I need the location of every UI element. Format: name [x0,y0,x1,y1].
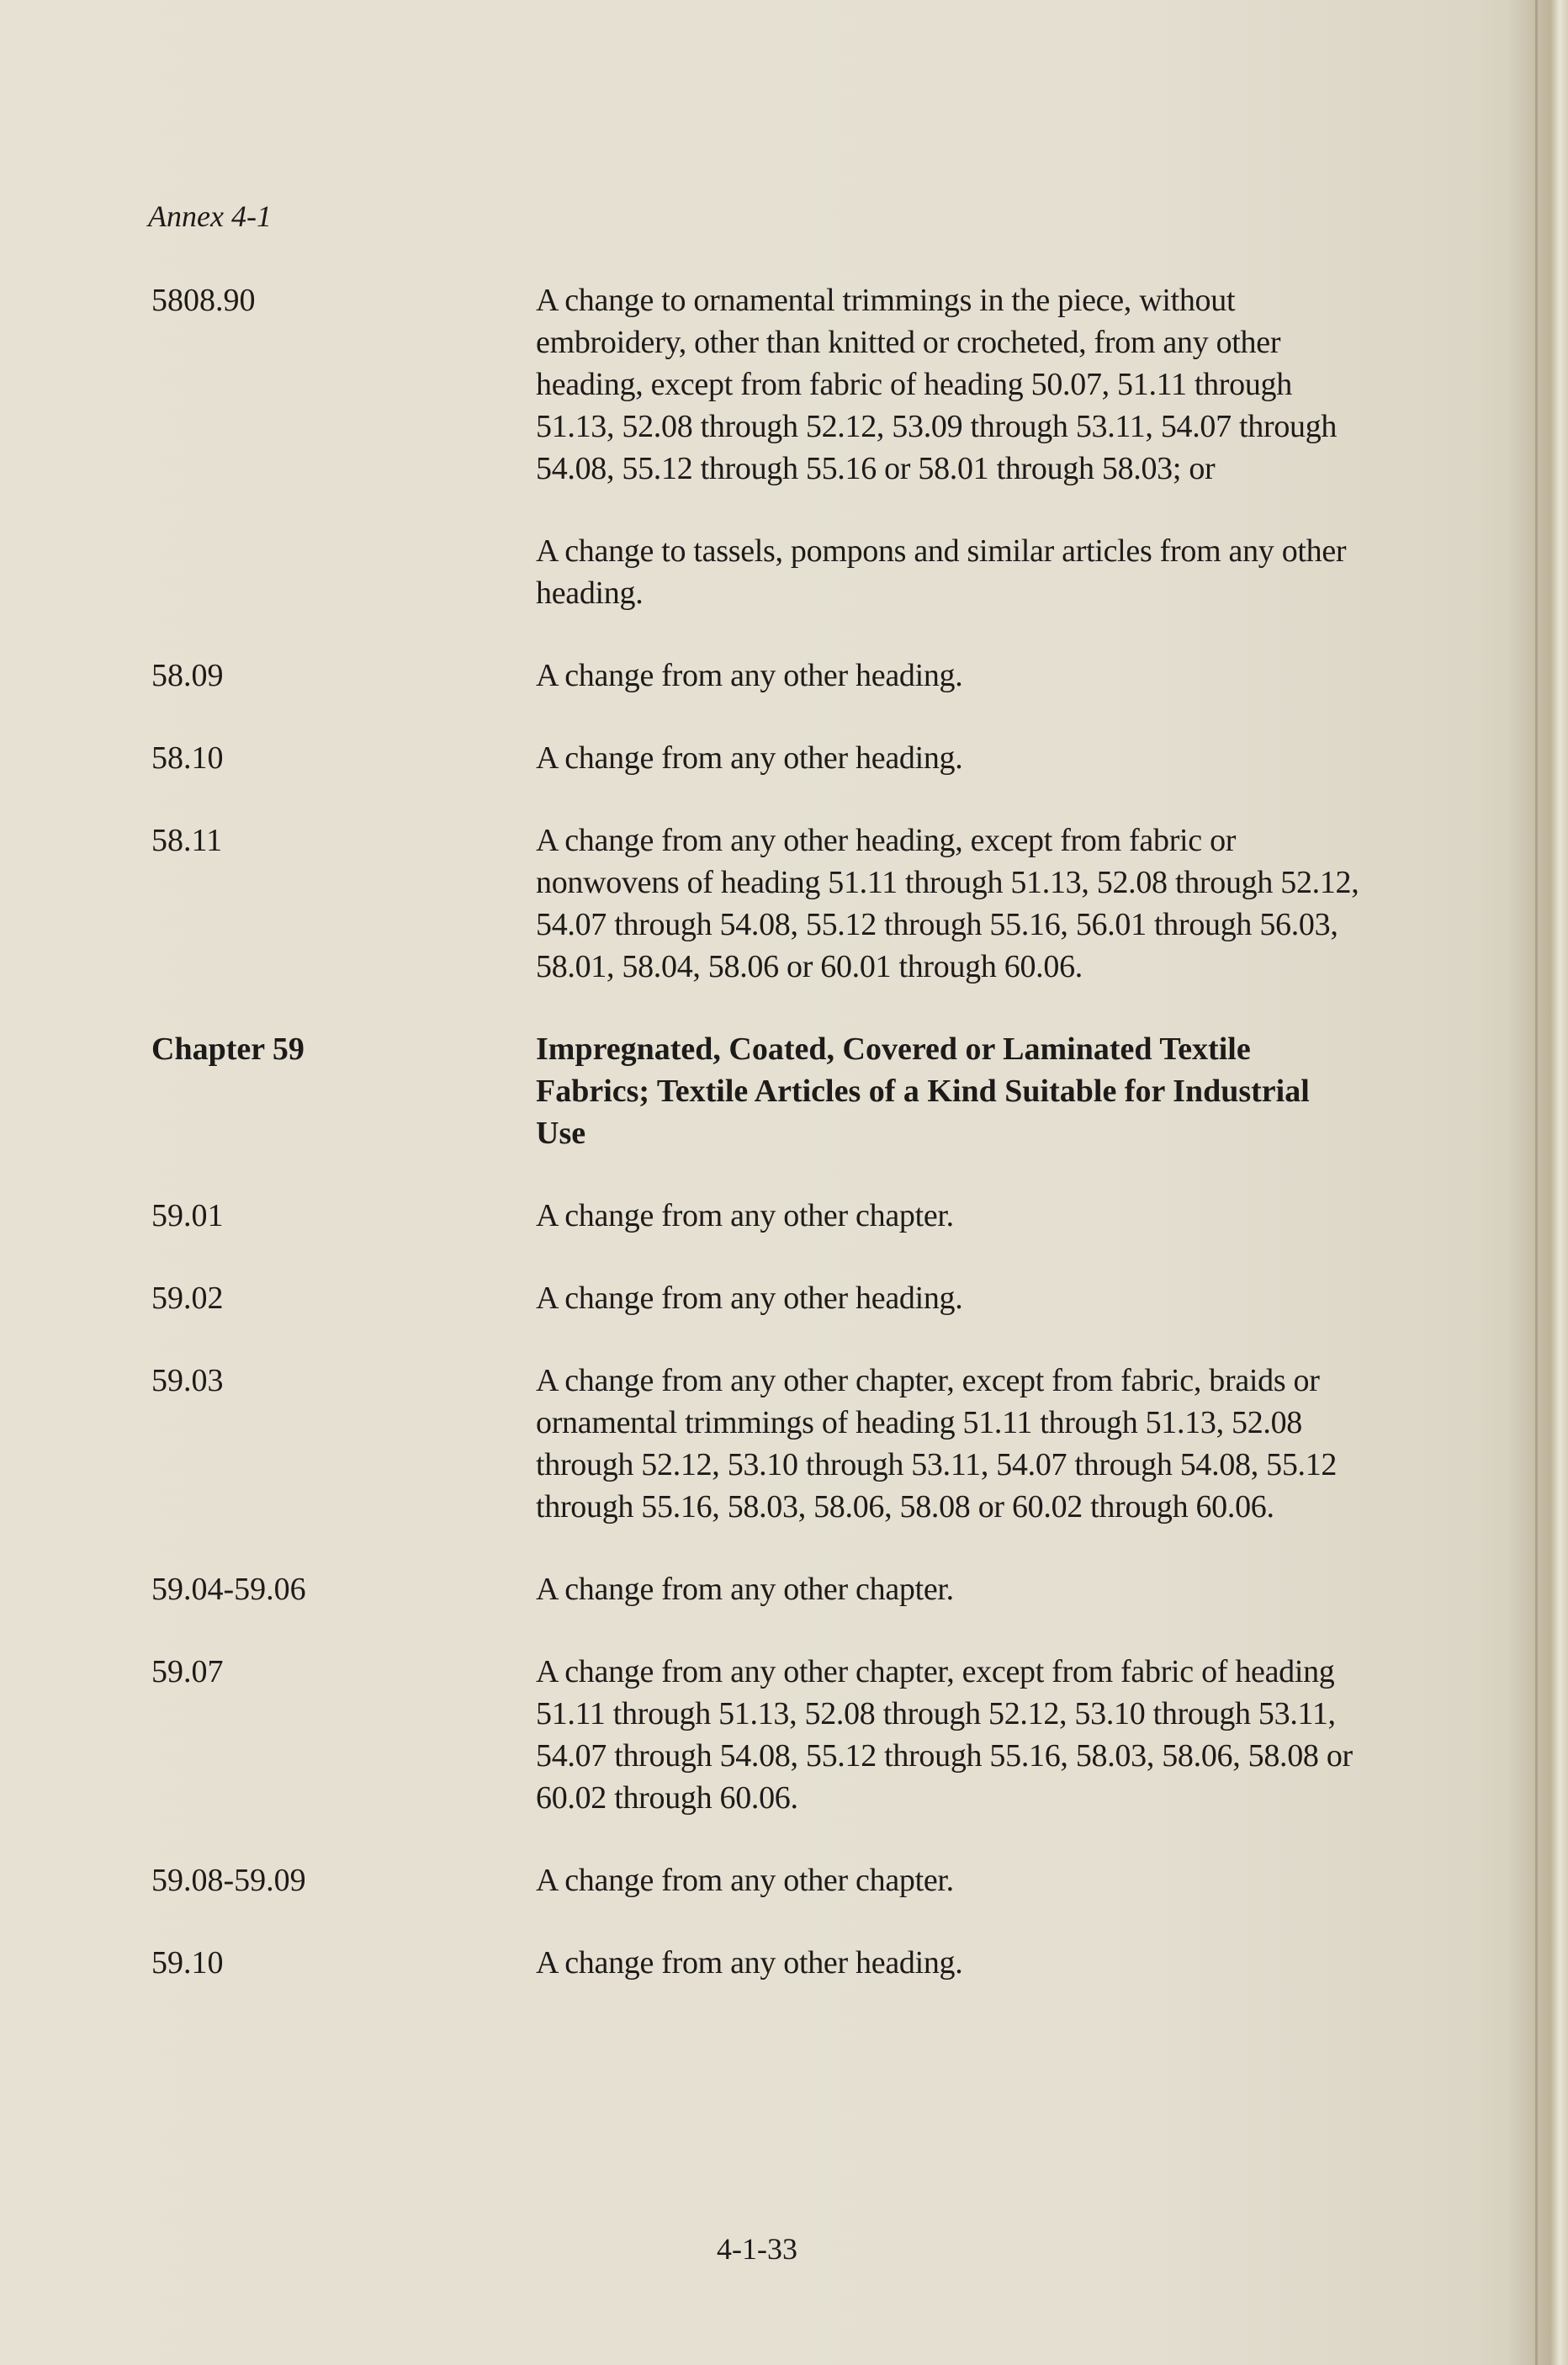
heading-code: 59.07 [151,1654,224,1689]
rule-paragraph: A change from any other heading. [536,1945,963,1981]
heading-code: 59.08-59.09 [151,1863,306,1898]
heading-code: 58.10 [151,740,224,776]
entry-59-01 [151,1195,1363,1237]
entry-59-04-59-06 [151,1568,1363,1610]
entry-59-03 [151,1360,1363,1528]
entry-58-09 [151,655,1363,697]
rule-text [536,1942,1363,1984]
chapter-59-heading [151,1028,1363,1154]
rule-text [536,1195,1363,1237]
chapter-title-block [536,1028,1363,1154]
heading-code: 59.03 [151,1363,224,1398]
entry-58-11 [151,819,1363,988]
annex-header: Annex 4-1 [148,199,272,233]
entry-59-10 [151,1942,1363,1984]
entry-59-08-59-09 [151,1859,1363,1901]
heading-code: 58.11 [151,823,223,858]
rule-paragraph: A change from any other chapter. [536,1863,954,1898]
rule-paragraph: A change from any other chapter. [536,1572,954,1607]
heading-code: 59.01 [151,1198,224,1233]
rule-paragraph: A change from any other heading. [536,658,963,693]
rule-text [536,1277,1363,1319]
rule-paragraph: A change from any other heading, except from fabric or nonwovens of heading 51.11 through 51.13, 52.08 through 52.12, 54.07 through 54.08, 55.12 through 55.16, 56.01 through 56.03, 58.01, 58.04, 58.06 or 60.01 through 60.06. [536,823,1359,984]
rule-paragraph: A change to ornamental trimmings in the piece, without embroidery, other than knitted or crocheted, from any other heading, except from fabric of heading 50.07, 51.11 through 51.13, 52.08 through 52.12, 53.09 through 53.11, 54.07 through 54.08, 55.12 through 55.16 or 58.01 through 58.03; or [536,283,1338,486]
rule-paragraph: A change from any other heading. [536,1281,963,1316]
heading-code: 59.02 [151,1281,224,1316]
heading-code: 58.09 [151,658,224,693]
page-binding-edge [1509,0,1568,2365]
rule-text [536,655,1363,697]
heading-code: 5808.90 [151,283,256,318]
rule-text [536,737,1363,779]
entry-5808-90 [151,279,1363,614]
entry-58-10 [151,737,1363,779]
rule-paragraph: A change from any other chapter. [536,1198,954,1233]
rule-paragraph: A change from any other chapter, except from fabric, braids or ornamental trimmings of heading 51.11 through 51.13, 52.08 through 52.12, 53.10 through 53.11, 54.07 through 54.08, 55.12 through 55.16, 58.03, 58.06, 58.08 or 60.02 through 60.06. [536,1363,1338,1525]
rule-text [536,1568,1363,1610]
rule-paragraph: A change to tassels, pompons and similar articles from any other heading. [536,533,1347,611]
rule-text [536,819,1363,988]
rule-text [536,1651,1363,1819]
rule-text [536,1360,1363,1528]
entry-59-02 [151,1277,1363,1319]
chapter-title: Impregnated, Coated, Covered or Laminated Textile Fabrics; Textile Articles of a Kind Suitable for Industrial Use [536,1031,1310,1151]
page-binding-line [1535,0,1538,2365]
heading-code: 59.10 [151,1945,224,1981]
rule-text [536,279,1363,614]
rule-text [536,1859,1363,1901]
chapter-number: Chapter 59 [151,1031,305,1067]
rules-of-origin-table [151,279,1363,2024]
rule-paragraph: A change from any other heading. [536,740,963,776]
entry-59-07 [151,1651,1363,1819]
heading-code: 59.04-59.06 [151,1572,306,1607]
rule-paragraph: A change from any other chapter, except from fabric of heading 51.11 through 51.13, 52.08 through 52.12, 53.10 through 53.11, 54.07 through 54.08, 55.12 through 55.16, 58.03, 58.06, 58.08 or 60.02 through 60.06. [536,1654,1353,1816]
page-number: 4-1-33 [717,2232,797,2266]
